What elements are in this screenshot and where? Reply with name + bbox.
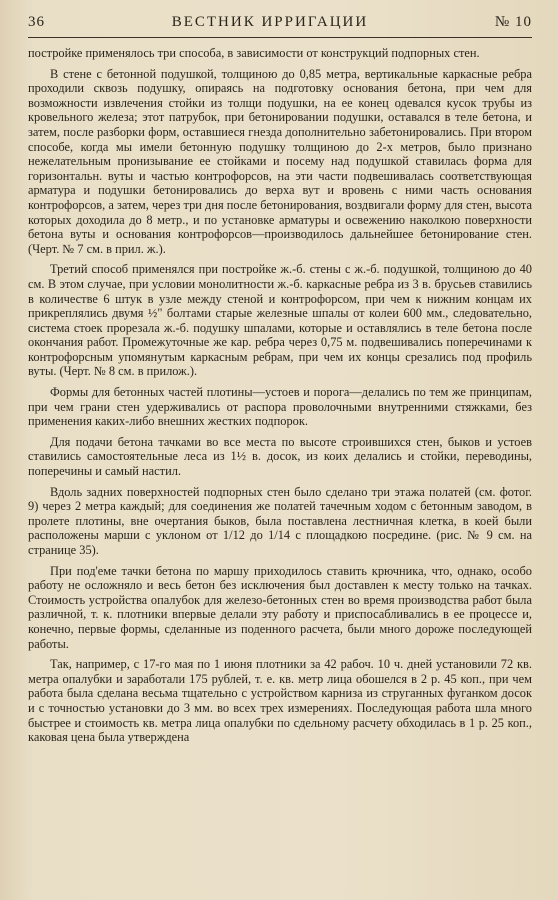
paragraph: В стене с бетонной подушкой, толщиною до 0,85 метра, вертикальные каркасные ребра проходили сквозь подушку, опираясь на подготовку основания бетона, при чем для возможности извлечения стойки из толщи подушки, на ее конец одевался кусок трубы из кровельного железа; этот патрубок, при бетонировании подушки, оставался в теле бетона, и затем, после разборки форм, оставшиеся гнезда дополнительно забетонировались. При втором способе, когда мы имели бетонную подушку толщиною до 2-х метров, было признано нежелательным пронизывание ее стойками и посему над подушкой ставилась форма для горизонтальн. вуты и частью контрофорсов, на эти части подвешивалась соответствующая арматура и подушки бетонировались до верха вут и вровень с ними часть основания контрофорсов, а затем, через три дня после бетонирования, воздвигали форму для стен, высота которых доходила до 8 метр., и по установке арматуры и освежению наколкою поверхности бетона вуты и основания контрофорсов—производилось дальнейшее бетонирование стен. (Черт. № 7 см. в прил. ж.). [28, 66, 532, 256]
paragraph: Вдоль задних поверхностей подпорных стен было сделано три этажа полатей (см. фотог. 9) через 2 метра каждый; для соединения же полатей тачечным ходом с бетонным заводом, в пролете плотины, вне очертания быков, была поставлена лестничная клетка, в коей были расположены марши с уклоном от 1/12 до 1/14 с площадкою посредине. (рис. № 9 см. на странице 35). [28, 484, 532, 557]
paragraph: Третий способ применялся при постройке ж.-б. стены с ж.-б. подушкой, толщиною до 40 см. В этом случае, при условии монолитности ж.-б. каркасные ребра из 3 в. брусьев ставились в количестве 6 штук в узле между стеной и контрофорсом, при чем к нижним концам их прикреплялись двумя ½" болтами старые железные шпалы от колеи 600 мм., следовательно, система стоек прорезала ж.-б. подушку шпалами, которые и оставлялись в теле бетона после окончания работ. Промежуточные же кар. ребра через 0,75 м. подвешивались поперечинами к контрофорсным упомянутым каркасным ребрам, при чем их концы срезались под профиль вуты. (Черт. № 8 см. в прилож.). [28, 262, 532, 379]
header-rule [28, 37, 532, 38]
paragraph: Формы для бетонных частей плотины—устоев и порога—делались по тем же принципам, при чем грани стен удерживались от распора проволочными внутренними стяжками, без применения каких-либо внешних жестких подпорок. [28, 385, 532, 429]
paragraph: Для подачи бетона тачками во все места по высоте строившихся стен, быков и устоев ставились самостоятельные леса из 1½ в. досок, из коих делались и стойки, переводины, поперечины и самый настил. [28, 434, 532, 479]
paragraph: При под'еме тачки бетона по маршу приходилось ставить крючника, что, однако, особо работу не осложняло и весь бетон без исключения был доставлен к месту только на тачках. Стоимость устройства опалубок для железо-бетонных стен во время производства работ была различной, т. к. плотники впервые делали эту работу и приспосабливались в ее процессе и, конечно, первые формы, сделанные из поденного расчета, были много дороже последующей работы. [28, 563, 532, 651]
paragraph: Так, например, с 17-го мая по 1 июня плотники за 42 рабоч. 10 ч. дней установили 72 кв. метра опалубки и заработали 175 рублей, т. е. кв. метр лица обошелся в 2 р. 45 коп., при чем работа была сделана весьма тщательно с устройством карниза из струганных фуганком досок и с точностью установки до 3 мм. во всех трех измерениях. Последующая работа шла много быстрее и стоимость кв. метра лица опалубки по сдельному расчету обходилась в 1 р. 25 коп., каковая цена была утверждена [28, 657, 532, 745]
running-header [28, 14, 532, 31]
journal-title: ВЕСТНИК ИРРИГАЦИИ [171, 14, 369, 30]
article-body [28, 46, 532, 745]
issue-number: № 10 [494, 14, 532, 30]
page-number: 36 [28, 14, 45, 30]
paragraph-continued: постройке применялось три способа, в зависимости от конструкций подпорных стен. [28, 46, 480, 60]
